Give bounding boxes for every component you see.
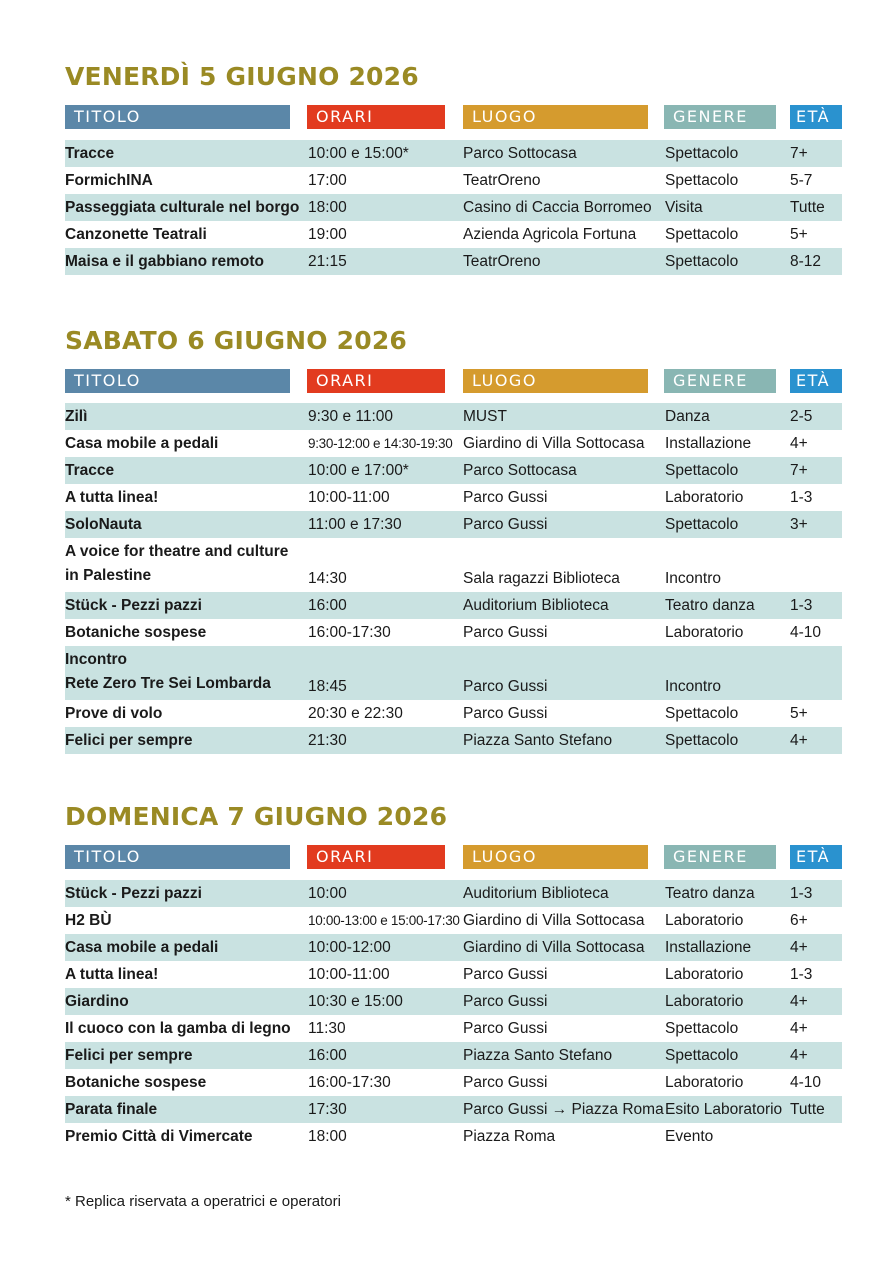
header-orari: ORARI <box>307 105 445 129</box>
event-place: Parco Sottocasa <box>463 462 577 479</box>
event-title <box>65 538 288 588</box>
footnote: * Replica riservata a operatrici e operatori <box>65 1193 341 1210</box>
event-title <box>65 484 158 511</box>
event-title-line: A voice for theatre and culture <box>65 543 289 560</box>
event-age: 2-5 <box>790 408 813 425</box>
event-age: 4+ <box>790 1020 808 1037</box>
table-row <box>65 907 842 934</box>
event-place: TeatrOreno <box>463 172 541 189</box>
event-place: Giardino di Villa Sottocasa <box>463 939 645 956</box>
event-times: 10:00-12:00 <box>308 939 391 956</box>
table-row <box>65 511 842 538</box>
event-age: Tutte <box>790 199 825 216</box>
header-titolo: TITOLO <box>65 105 290 129</box>
event-list <box>65 140 842 275</box>
event-place: Giardino di Villa Sottocasa <box>463 912 645 929</box>
event-times: 10:00 <box>308 885 347 902</box>
header-genere: GENERE <box>664 845 776 869</box>
event-title <box>65 167 153 194</box>
event-times: 20:30 e 22:30 <box>308 705 403 722</box>
event-title <box>65 880 202 907</box>
event-title-line: Prove di volo <box>65 705 163 722</box>
event-times: 16:00-17:30 <box>308 624 391 641</box>
event-title-line: Rete Zero Tre Sei Lombarda <box>65 675 271 692</box>
event-genre: Spettacolo <box>665 1047 739 1064</box>
header-orari: ORARI <box>307 369 445 393</box>
event-genre: Spettacolo <box>665 145 739 162</box>
table-row <box>65 140 842 167</box>
table-row <box>65 646 842 700</box>
event-title-line: Incontro <box>65 651 127 668</box>
event-title-line: Felici per sempre <box>65 732 193 749</box>
header-genere: GENERE <box>664 369 776 393</box>
table-row <box>65 961 842 988</box>
event-genre: Danza <box>665 408 710 425</box>
event-genre: Installazione <box>665 435 752 452</box>
event-genre: Esito Laboratorio <box>665 1101 783 1118</box>
event-times: 18:45 <box>308 678 347 695</box>
event-title-line: A tutta linea! <box>65 489 159 506</box>
table-row <box>65 194 842 221</box>
event-place: Parco Gussi <box>463 624 548 641</box>
event-times: 18:00 <box>308 1128 347 1145</box>
event-times: 17:00 <box>308 172 347 189</box>
event-place: Casino di Caccia Borromeo <box>463 199 652 216</box>
event-place: TeatrOreno <box>463 253 541 270</box>
event-title-line: Stück - Pezzi pazzi <box>65 885 202 902</box>
event-title-line: in Palestine <box>65 567 152 584</box>
event-title <box>65 140 114 167</box>
event-title-line: A tutta linea! <box>65 966 159 983</box>
event-title <box>65 907 112 934</box>
event-title-line: Canzonette Teatrali <box>65 226 207 243</box>
day-title: VENERDÌ 5 GIUGNO 2026 <box>65 62 419 91</box>
event-times: 11:30 <box>308 1020 346 1037</box>
event-title-line: Felici per sempre <box>65 1047 193 1064</box>
header-luogo: LUOGO <box>463 845 648 869</box>
event-genre: Spettacolo <box>665 705 739 722</box>
event-genre: Teatro danza <box>665 597 755 614</box>
event-place: Giardino di Villa Sottocasa <box>463 435 645 452</box>
event-age: 7+ <box>790 462 808 479</box>
event-genre: Spettacolo <box>665 253 739 270</box>
event-age: 5+ <box>790 705 808 722</box>
event-genre: Spettacolo <box>665 172 739 189</box>
event-place: Auditorium Biblioteca <box>463 597 609 614</box>
event-times: 10:30 e 15:00 <box>308 993 403 1010</box>
event-place: Parco Gussi <box>463 1074 548 1091</box>
event-times: 9:30 e 11:00 <box>308 408 394 425</box>
event-place: Parco Gussi <box>463 678 548 695</box>
event-title-line: Parata finale <box>65 1101 158 1118</box>
event-age: 1-3 <box>790 885 813 902</box>
header-luogo: LUOGO <box>463 369 648 393</box>
table-row <box>65 1069 842 1096</box>
event-title-line: Botaniche sospese <box>65 1074 207 1091</box>
event-title-line: SoloNauta <box>65 516 142 533</box>
event-place: Azienda Agricola Fortuna <box>463 226 637 243</box>
event-age: 8-12 <box>790 253 822 270</box>
event-times: 9:30-12:00 e 14:30-19:30 <box>308 436 453 451</box>
event-title <box>65 1042 193 1069</box>
event-age: 6+ <box>790 912 808 929</box>
table-row <box>65 880 842 907</box>
event-title <box>65 1096 157 1123</box>
event-title-line: Casa mobile a pedali <box>65 435 219 452</box>
event-title <box>65 457 114 484</box>
event-age: 1-3 <box>790 966 813 983</box>
event-title <box>65 1069 206 1096</box>
event-genre: Incontro <box>665 570 722 587</box>
event-genre: Laboratorio <box>665 966 744 983</box>
event-title <box>65 700 162 727</box>
table-row <box>65 538 842 592</box>
day-title: DOMENICA 7 GIUGNO 2026 <box>65 802 448 831</box>
header-genere: GENERE <box>664 105 776 129</box>
event-times: 11:00 e 17:30 <box>308 516 402 533</box>
event-genre: Visita <box>665 199 703 216</box>
event-title <box>65 430 218 457</box>
event-times: 16:00-17:30 <box>308 1074 391 1091</box>
event-genre: Installazione <box>665 939 752 956</box>
event-age: 4+ <box>790 993 808 1010</box>
event-place: Parco Gussi → Piazza Roma <box>463 1101 664 1118</box>
event-title <box>65 221 207 248</box>
event-list <box>65 880 842 1150</box>
table-row <box>65 727 842 754</box>
table-row <box>65 1015 842 1042</box>
event-place: Sala ragazzi Biblioteca <box>463 570 620 587</box>
header-eta: ETÀ <box>790 845 842 869</box>
table-row <box>65 1096 842 1123</box>
event-age: 1-3 <box>790 489 813 506</box>
event-title-line: Stück - Pezzi pazzi <box>65 597 202 614</box>
event-title-line: Tracce <box>65 462 115 479</box>
event-times: 10:00-11:00 <box>308 966 390 983</box>
event-age: 5-7 <box>790 172 813 189</box>
event-age: 1-3 <box>790 597 813 614</box>
event-place: Parco Sottocasa <box>463 145 577 162</box>
event-title <box>65 961 158 988</box>
event-title <box>65 727 193 754</box>
event-title-line: Botaniche sospese <box>65 624 207 641</box>
event-title <box>65 988 129 1015</box>
event-title-line: FormichINA <box>65 172 153 189</box>
event-genre: Spettacolo <box>665 462 739 479</box>
event-age: 4+ <box>790 939 808 956</box>
event-genre: Incontro <box>665 678 722 695</box>
event-place: Piazza Santo Stefano <box>463 1047 613 1064</box>
header-eta: ETÀ <box>790 369 842 393</box>
event-times: 21:15 <box>308 253 347 270</box>
header-orari: ORARI <box>307 845 445 869</box>
event-title-line: Casa mobile a pedali <box>65 939 219 956</box>
event-genre: Laboratorio <box>665 912 744 929</box>
event-age: 7+ <box>790 145 808 162</box>
event-times: 18:00 <box>308 199 347 216</box>
table-row <box>65 592 842 619</box>
event-times: 16:00 <box>308 597 347 614</box>
event-title-line: Giardino <box>65 993 129 1010</box>
event-times: 10:00 e 15:00* <box>308 145 409 162</box>
event-age: 5+ <box>790 226 808 243</box>
header-luogo: LUOGO <box>463 105 648 129</box>
table-row <box>65 167 842 194</box>
header-eta: ETÀ <box>790 105 842 129</box>
event-age: 4+ <box>790 732 808 749</box>
event-title <box>65 194 299 221</box>
event-list <box>65 403 842 754</box>
event-times: 10:00 e 17:00* <box>308 462 409 479</box>
day-title: SABATO 6 GIUGNO 2026 <box>65 326 408 355</box>
event-place: MUST <box>463 408 507 425</box>
event-title-line: Zilì <box>65 408 88 425</box>
table-row <box>65 700 842 727</box>
event-place: Auditorium Biblioteca <box>463 885 609 902</box>
table-row <box>65 457 842 484</box>
table-row <box>65 988 842 1015</box>
event-times: 16:00 <box>308 1047 347 1064</box>
event-title-line: Maisa e il gabbiano remoto <box>65 253 264 270</box>
event-title <box>65 248 264 275</box>
event-genre: Laboratorio <box>665 993 744 1010</box>
event-title <box>65 592 202 619</box>
table-row <box>65 484 842 511</box>
event-age: 4-10 <box>790 1074 822 1091</box>
event-genre: Spettacolo <box>665 226 739 243</box>
event-place: Parco Gussi <box>463 516 548 533</box>
event-genre: Laboratorio <box>665 489 744 506</box>
table-row <box>65 221 842 248</box>
table-row <box>65 430 842 457</box>
event-times: 10:00-11:00 <box>308 489 390 506</box>
event-title <box>65 1123 253 1150</box>
table-row <box>65 619 842 646</box>
event-times: 14:30 <box>308 570 347 587</box>
header-titolo: TITOLO <box>65 845 290 869</box>
event-place: Parco Gussi <box>463 489 548 506</box>
event-times: 17:30 <box>308 1101 347 1118</box>
event-genre: Spettacolo <box>665 732 739 749</box>
event-title-line: Passeggiata culturale nel borgo <box>65 199 300 216</box>
event-genre: Spettacolo <box>665 516 739 533</box>
event-title <box>65 1015 291 1042</box>
event-place: Piazza Santo Stefano <box>463 732 613 749</box>
event-place: Parco Gussi <box>463 993 548 1010</box>
event-genre: Teatro danza <box>665 885 755 902</box>
event-place: Parco Gussi <box>463 1020 548 1037</box>
event-age: 4+ <box>790 1047 808 1064</box>
event-title <box>65 934 218 961</box>
event-place: Parco Gussi <box>463 705 548 722</box>
event-age: 3+ <box>790 516 808 533</box>
event-title <box>65 619 206 646</box>
event-title-line: Il cuoco con la gamba di legno <box>65 1020 291 1037</box>
event-age: Tutte <box>790 1101 825 1118</box>
table-row <box>65 934 842 961</box>
event-title <box>65 403 87 430</box>
table-row <box>65 248 842 275</box>
event-place: Piazza Roma <box>463 1128 556 1145</box>
event-title-line: Premio Città di Vimercate <box>65 1128 253 1145</box>
event-genre: Spettacolo <box>665 1020 739 1037</box>
table-row <box>65 403 842 430</box>
event-place: Parco Gussi <box>463 966 548 983</box>
event-times: 21:30 <box>308 732 347 749</box>
header-titolo: TITOLO <box>65 369 290 393</box>
table-row <box>65 1123 842 1150</box>
event-age: 4+ <box>790 435 808 452</box>
event-times: 10:00-13:00 e 15:00-17:30 <box>308 913 460 928</box>
event-title-line: Tracce <box>65 145 115 162</box>
event-title-line: H2 BÙ <box>65 912 112 929</box>
event-genre: Evento <box>665 1128 714 1145</box>
event-genre: Laboratorio <box>665 624 744 641</box>
event-title <box>65 511 142 538</box>
event-genre: Laboratorio <box>665 1074 744 1091</box>
event-age: 4-10 <box>790 624 822 641</box>
table-row <box>65 1042 842 1069</box>
event-times: 19:00 <box>308 226 347 243</box>
event-title <box>65 646 271 696</box>
